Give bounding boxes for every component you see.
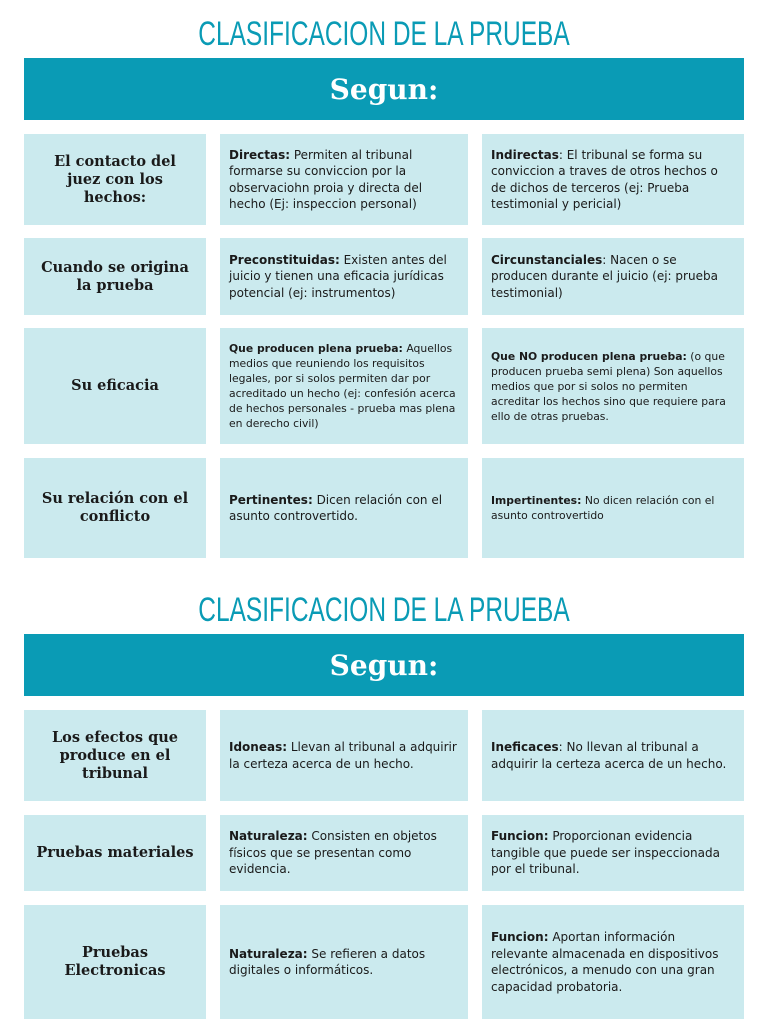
- type-b-term: Funcion:: [491, 829, 549, 844]
- criterion-cell: [24, 134, 206, 225]
- type-b-term: Indirectas: [491, 147, 559, 162]
- type-a-term: Directas:: [229, 147, 291, 162]
- type-b-text: Aportan información relevante almacenada en dispositivos electrónicos, a menudo con una gran capacidad probatoria.: [491, 930, 719, 994]
- criterion-label: Pruebas materiales: [36, 844, 194, 861]
- type-b-cell: [482, 905, 744, 1019]
- type-b-term: Funcion:: [491, 930, 549, 944]
- criterion-label: Pruebas Electronicas: [64, 944, 166, 979]
- criterion-cell: [24, 458, 206, 558]
- type-a-text: Dicen relación con el asunto controvertido.: [229, 492, 443, 523]
- type-b-cell: [482, 134, 744, 225]
- criterion-cell: [24, 905, 206, 1019]
- type-b-term: Ineficaces: [491, 740, 559, 754]
- type-a-cell: [220, 134, 468, 225]
- type-a-text: Permiten al tribunal formarse su conviccion por la observaciohn proia y directa del hecho (Ej: inspeccion personal): [229, 147, 423, 211]
- section-title: CLASIFICACION DE LA PRUEBA: [198, 591, 570, 629]
- type-b-text: : No llevan al tribunal a adquirir la certeza acerca de un hecho.: [491, 740, 727, 771]
- type-b-term: Que NO producen plena prueba:: [491, 349, 687, 363]
- type-a-text: Aquellos medios que reuniendo los requisitos legales, por si solos permiten dar por acreditado un hecho (ej: confesión acerca de hechos personales - prueba mas plena en derecho civil): [229, 342, 456, 430]
- section-title: CLASIFICACION DE LA PRUEBA: [198, 15, 570, 53]
- type-b-text: : Nacen o se producen durante el juicio (ej: prueba testimonial): [491, 252, 718, 300]
- type-a-cell: [220, 458, 468, 558]
- type-b-term: Impertinentes:: [491, 494, 582, 507]
- segun-banner: Segun:: [24, 58, 744, 120]
- type-a-text: Existen antes del juicio y tienen una eficacia jurídicas potencial (ej: instrumentos): [229, 252, 447, 300]
- criterion-label: Los efectos que produce en el tribunal: [51, 728, 179, 782]
- type-a-text: Llevan al tribunal a adquirir la certeza acerca de un hecho.: [229, 740, 457, 771]
- type-a-term: Idoneas:: [229, 740, 288, 754]
- type-a-cell: [220, 905, 468, 1019]
- type-a-term: Pertinentes:: [229, 492, 313, 507]
- criterion-cell: [24, 238, 206, 315]
- criterion-label: El contacto del juez con los hechos:: [54, 152, 176, 206]
- criterion-label: Cuando se origina la prueba: [41, 258, 189, 294]
- criterion-cell: [24, 815, 206, 891]
- type-b-text: : El tribunal se forma su conviccion a traves de otros hechos o de dichos de terceros (ej: Prueba testimonial y pericial): [491, 147, 718, 211]
- segun-banner: Segun:: [24, 634, 744, 696]
- type-b-cell: [482, 238, 744, 315]
- type-a-cell: [220, 710, 468, 801]
- type-a-text: Se refieren a datos digitales o informáticos.: [229, 946, 426, 977]
- type-b-term: Circunstanciales: [491, 252, 603, 267]
- type-b-cell: [482, 815, 744, 891]
- type-b-cell: [482, 710, 744, 801]
- type-b-text: (o que producen prueba semi plena) Son aquellos medios que por si solos no permiten acreditar los hechos sino que requiere para ello de otras pruebas.: [491, 349, 726, 423]
- criterion-label: Su eficacia: [71, 377, 159, 394]
- type-a-text: Consisten en objetos físicos que se presentan como evidencia.: [229, 829, 437, 877]
- criterion-cell: [24, 710, 206, 801]
- criterion-label: Su relación con el conflicto: [41, 490, 189, 525]
- type-b-text: Proporcionan evidencia tangible que puede ser inspeccionada por el tribunal.: [491, 829, 720, 877]
- type-a-cell: [220, 238, 468, 315]
- type-a-term: Preconstituidas:: [229, 252, 340, 267]
- type-a-cell: [220, 815, 468, 891]
- type-b-cell: [482, 328, 744, 444]
- type-a-term: Que producen plena prueba:: [229, 342, 403, 355]
- type-a-cell: [220, 328, 468, 444]
- type-a-term: Naturaleza:: [229, 829, 308, 844]
- type-a-term: Naturaleza:: [229, 946, 308, 961]
- type-b-cell: [482, 458, 744, 558]
- criterion-cell: [24, 328, 206, 444]
- type-b-text: No dicen relación con el asunto controvertido: [491, 494, 715, 522]
